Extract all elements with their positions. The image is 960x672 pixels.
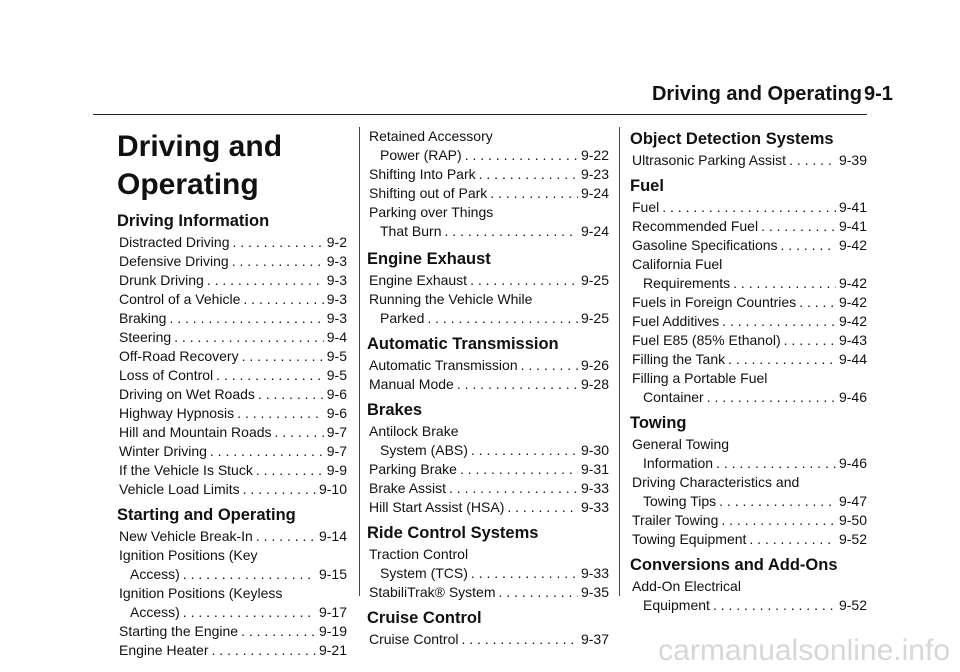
toc-entry-page: 9-42: [838, 313, 867, 329]
dot-leader: [444, 222, 577, 241]
dot-leader: [183, 603, 316, 622]
toc-entry-title-line: Ignition Positions (Key: [119, 547, 258, 563]
section-heading[interactable]: Starting and Operating: [117, 506, 296, 524]
toc-entry[interactable]: [119, 442, 347, 461]
toc-entry-title: Brake Assist: [369, 480, 447, 496]
dot-leader: [781, 236, 836, 255]
toc-entry[interactable]: [632, 151, 867, 170]
dot-leader: [707, 388, 836, 407]
toc-entry[interactable]: [632, 217, 867, 236]
dot-leader: [207, 271, 324, 290]
toc-entry-title: Filling the Tank: [632, 351, 726, 367]
toc-entry[interactable]: [119, 252, 347, 271]
dot-leader: [784, 331, 836, 350]
toc-entry-page: 9-41: [838, 218, 867, 234]
dot-leader: [662, 198, 836, 217]
toc-entry[interactable]: [632, 511, 867, 530]
toc-entry[interactable]: [369, 271, 609, 290]
toc-entry-page: 9-46: [838, 455, 867, 471]
toc-entry[interactable]: [632, 577, 867, 615]
toc-entry-page: 9-33: [580, 480, 609, 496]
dot-leader: [232, 252, 324, 271]
toc-entry-title: System (TCS): [380, 565, 468, 581]
toc-entry-title: Fuel Additives: [632, 313, 720, 329]
watermark: carmanualsonline.info: [658, 634, 950, 667]
toc-entry[interactable]: [632, 369, 867, 407]
toc-entry-title: Engine Exhaust: [369, 272, 468, 288]
toc-entry[interactable]: [119, 385, 347, 404]
toc-entry-title-line: Traction Control: [369, 546, 469, 562]
toc-entry[interactable]: [369, 422, 609, 460]
toc-entry[interactable]: [632, 435, 867, 473]
toc-entry[interactable]: [369, 165, 609, 184]
toc-section: [367, 400, 609, 517]
dot-leader: [465, 146, 578, 165]
toc-section: [367, 523, 609, 602]
toc-entry-page: 9-33: [580, 565, 609, 581]
toc-entry-title: If the Vehicle Is Stuck: [119, 462, 253, 478]
toc-entry-page: 9-6: [326, 386, 347, 402]
toc-entry[interactable]: [119, 461, 347, 480]
toc-entry-page: 9-3: [326, 291, 347, 307]
toc-entry[interactable]: [119, 233, 347, 252]
toc-entry-title-line: General Towing: [632, 436, 730, 452]
toc-entry[interactable]: [632, 198, 867, 217]
dot-leader: [470, 271, 578, 290]
toc-entry-page: 9-30: [580, 442, 609, 458]
dot-leader: [183, 565, 316, 584]
toc-entry-page: 9-9: [326, 462, 347, 478]
toc-entry-title: Defensive Driving: [119, 253, 229, 269]
toc-entry[interactable]: [119, 480, 347, 499]
toc-entry-title: Access): [130, 566, 180, 582]
dot-leader: [721, 511, 836, 530]
toc-entry-page: 9-17: [318, 604, 347, 620]
toc-entry[interactable]: [369, 498, 609, 517]
toc-entry-title: Off-Road Recovery: [119, 348, 239, 364]
toc-entry-title: Hill and Mountain Roads: [119, 424, 272, 440]
toc-entry[interactable]: [119, 641, 347, 660]
chapter-title-line-2: Operating: [117, 168, 259, 201]
dot-leader: [799, 293, 836, 312]
toc-entry-page: 9-25: [580, 272, 609, 288]
dot-leader: [479, 165, 578, 184]
toc-entry[interactable]: [119, 423, 347, 442]
dot-leader: [241, 622, 316, 641]
toc-entry-page: 9-42: [838, 237, 867, 253]
dot-leader: [237, 404, 324, 423]
toc-entry-title-line: Parking over Things: [369, 204, 494, 220]
dot-leader: [256, 461, 324, 480]
toc-entry[interactable]: [369, 479, 609, 498]
dot-leader: [728, 350, 836, 369]
dot-leader: [210, 442, 324, 461]
toc-entry-title: New Vehicle Break-In: [119, 528, 253, 544]
continued-entries: [367, 127, 609, 241]
toc-entry[interactable]: [369, 184, 609, 203]
toc-entry-title: Drunk Driving: [119, 272, 204, 288]
toc-entry-page: 9-22: [580, 147, 609, 163]
toc-entry[interactable]: [632, 236, 867, 255]
column-divider: [619, 127, 620, 596]
toc-entry-page: 9-41: [838, 199, 867, 215]
toc-entry[interactable]: [369, 290, 609, 328]
toc-entry-page: 9-7: [326, 443, 347, 459]
dot-leader: [722, 312, 836, 331]
toc-entry[interactable]: [369, 583, 609, 602]
toc-entry-page: 9-44: [838, 351, 867, 367]
toc-entry-title: That Burn: [380, 223, 442, 239]
toc-entry-page: 9-52: [838, 597, 867, 613]
section-heading[interactable]: Engine Exhaust: [367, 250, 491, 268]
dot-leader: [471, 441, 578, 460]
toc-entry[interactable]: [119, 404, 347, 423]
dot-leader: [761, 217, 836, 236]
toc-section: [630, 129, 867, 170]
toc-entry[interactable]: [119, 527, 347, 546]
dot-leader: [719, 492, 836, 511]
toc-entry-title: StabiliTrak® System: [369, 584, 496, 600]
dot-leader: [521, 356, 578, 375]
toc-entry[interactable]: [369, 203, 609, 241]
toc-entry-title: Manual Mode: [369, 376, 454, 392]
toc-entry-page: 9-25: [580, 310, 609, 326]
toc-entry-title: Vehicle Load Limits: [119, 481, 240, 497]
toc-entry-page: 9-6: [326, 405, 347, 421]
toc-entry-page: 9-4: [326, 329, 347, 345]
toc-entry[interactable]: [632, 473, 867, 511]
toc-entry-page: 9-47: [838, 493, 867, 509]
toc-entry-title: Braking: [119, 310, 167, 326]
dot-leader: [507, 498, 578, 517]
toc-entry-title: Parking Brake: [369, 461, 457, 477]
dot-leader: [243, 290, 323, 309]
toc-entry-title: Container: [643, 389, 704, 405]
running-header-title: Driving and Operating: [651, 83, 862, 105]
toc-entry-page: 9-2: [326, 234, 347, 250]
toc-entry[interactable]: [369, 127, 609, 165]
toc-entry-page: 9-5: [326, 367, 347, 383]
section-heading[interactable]: Ride Control Systems: [367, 524, 539, 542]
toc-entry-page: 9-3: [326, 310, 347, 326]
dot-leader: [713, 596, 836, 615]
toc-entry-title: Winter Driving: [119, 443, 207, 459]
toc-entry-page: 9-24: [580, 223, 609, 239]
toc-section: [367, 249, 609, 328]
toc-entry-page: 9-15: [318, 566, 347, 582]
toc-entry-title: Control of a Vehicle: [119, 291, 241, 307]
toc-entry-title: Starting the Engine: [119, 623, 239, 639]
toc-entry-page: 9-10: [318, 481, 347, 497]
toc-entry-title-line: Retained Accessory: [369, 128, 493, 144]
toc-entry-title-line: California Fuel: [632, 256, 723, 272]
toc-entry[interactable]: [119, 546, 347, 584]
dot-leader: [457, 375, 578, 394]
toc-section: [367, 334, 609, 394]
dot-leader: [789, 151, 836, 170]
toc-entry-page: 9-28: [580, 376, 609, 392]
dot-leader: [490, 184, 578, 203]
toc-entry[interactable]: [119, 347, 347, 366]
toc-entry-page: 9-42: [838, 294, 867, 310]
toc-entry-page: 9-39: [838, 152, 867, 168]
dot-leader: [461, 630, 577, 649]
dot-leader: [460, 460, 578, 479]
toc-entry-title: Gasoline Specifications: [632, 237, 778, 253]
dot-leader: [427, 309, 578, 328]
dot-leader: [256, 527, 316, 546]
toc-entry-title: Fuel E85 (85% Ethanol): [632, 332, 781, 348]
chapter-title: [117, 128, 347, 204]
toc-column-3: [630, 129, 867, 615]
toc-entry-page: 9-31: [580, 461, 609, 477]
toc-entry-title: Shifting Into Park: [369, 166, 476, 182]
toc-column-1: [117, 211, 347, 660]
toc-entry-page: 9-3: [326, 253, 347, 269]
dot-leader: [449, 479, 578, 498]
toc-entry-title: Recommended Fuel: [632, 218, 759, 234]
toc-entry-title: Hill Start Assist (HSA): [369, 499, 505, 515]
toc-entry-title: Fuels in Foreign Countries: [632, 294, 797, 310]
toc-entry-title-line: Driving Characteristics and: [632, 474, 800, 490]
section-heading[interactable]: Driving Information: [117, 212, 270, 230]
toc-entry[interactable]: [632, 293, 867, 312]
toc-entry-page: 9-21: [318, 642, 347, 658]
toc-entry[interactable]: [119, 622, 347, 641]
section-heading[interactable]: Towing: [630, 414, 687, 432]
dot-leader: [174, 328, 324, 347]
toc-entry[interactable]: [369, 356, 609, 375]
toc-entry-title-line: Add-On Electrical: [632, 578, 741, 594]
toc-entry[interactable]: [632, 530, 867, 549]
toc-section: [630, 413, 867, 549]
toc-entry[interactable]: [119, 328, 347, 347]
toc-entry-title: Ultrasonic Parking Assist: [632, 152, 787, 168]
toc-entry-page: 9-33: [580, 499, 609, 515]
toc-entry-title: Shifting out of Park: [369, 185, 488, 201]
toc-entry-page: 9-14: [318, 528, 347, 544]
running-header-page-number: 9-1: [864, 83, 893, 105]
section-heading[interactable]: Fuel: [630, 177, 664, 195]
dot-leader: [232, 233, 323, 252]
toc-entry-title: Highway Hypnosis: [119, 405, 235, 421]
toc-entry[interactable]: [119, 584, 347, 622]
dot-leader: [499, 583, 578, 602]
toc-entry-page: 9-35: [580, 584, 609, 600]
toc-entry[interactable]: [369, 630, 609, 649]
toc-entry[interactable]: [632, 255, 867, 293]
dot-leader: [733, 274, 836, 293]
toc-entry[interactable]: [369, 545, 609, 583]
toc-entry-page: 9-3: [326, 272, 347, 288]
toc-entry-page: 9-7: [326, 424, 347, 440]
toc-entry-page: 9-26: [580, 357, 609, 373]
toc-entry-title: System (ABS): [380, 442, 468, 458]
toc-entry[interactable]: [119, 271, 347, 290]
dot-leader: [258, 385, 324, 404]
toc-section: [630, 176, 867, 407]
toc-entry-page: 9-46: [838, 389, 867, 405]
toc-entry-title-line: Antilock Brake: [369, 423, 459, 439]
toc-entry-page: 9-50: [838, 512, 867, 528]
toc-entry-title: Access): [130, 604, 180, 620]
toc-entry-title: Steering: [119, 329, 172, 345]
section-heading[interactable]: Conversions and Add-Ons: [630, 556, 838, 574]
toc-entry-page: 9-5: [326, 348, 347, 364]
dot-leader: [471, 564, 578, 583]
section-heading[interactable]: Brakes: [367, 401, 423, 419]
toc-entry[interactable]: [369, 460, 609, 479]
dot-leader: [242, 347, 324, 366]
dot-leader: [243, 480, 316, 499]
toc-section: [367, 608, 609, 649]
toc-entry[interactable]: [632, 331, 867, 350]
toc-entry-page: 9-24: [580, 185, 609, 201]
section-heading[interactable]: Object Detection Systems: [630, 130, 834, 148]
toc-entry-title-line: Filling a Portable Fuel: [632, 370, 768, 386]
toc-entry[interactable]: [632, 312, 867, 331]
toc-entry-title: Trailer Towing: [632, 512, 719, 528]
toc-entry[interactable]: [119, 309, 347, 328]
section-heading[interactable]: Automatic Transmission: [367, 335, 559, 353]
toc-entry-title: Towing Tips: [643, 493, 717, 509]
toc-section: [630, 555, 867, 615]
toc-entry-page: 9-42: [838, 275, 867, 291]
toc-entry-title: Requirements: [643, 275, 731, 291]
toc-entry-title: Distracted Driving: [119, 234, 230, 250]
dot-leader: [216, 366, 324, 385]
toc-entry-page: 9-43: [838, 332, 867, 348]
toc-entry-title: Cruise Control: [369, 631, 459, 647]
toc-entry-title: Towing Equipment: [632, 531, 747, 547]
toc-entry-title-line: Ignition Positions (Keyless: [119, 585, 283, 601]
toc-entry-title: Fuel: [632, 199, 660, 215]
header-rule: [93, 114, 867, 115]
toc-entry-title: Power (RAP): [380, 147, 462, 163]
toc-section: [117, 505, 347, 660]
toc-entry-page: 9-23: [580, 166, 609, 182]
toc-entry[interactable]: [369, 375, 609, 394]
toc-entry-title: Engine Heater: [119, 642, 209, 658]
dot-leader: [275, 423, 324, 442]
toc-entry-title: Parked: [380, 310, 425, 326]
section-heading[interactable]: Cruise Control: [367, 609, 482, 627]
toc-section: [117, 211, 347, 499]
chapter-title-line-1: Driving and: [117, 130, 283, 163]
dot-leader: [716, 454, 836, 473]
column-divider: [359, 127, 360, 596]
dot-leader: [169, 309, 323, 328]
toc-entry-page: 9-37: [580, 631, 609, 647]
toc-entry[interactable]: [119, 366, 347, 385]
toc-entry[interactable]: [632, 350, 867, 369]
dot-leader: [749, 530, 836, 549]
toc-entry-page: 9-19: [318, 623, 347, 639]
toc-entry-title: Automatic Transmission: [369, 357, 518, 373]
toc-entry-title: Information: [643, 455, 714, 471]
toc-column-2: [367, 127, 609, 649]
toc-entry-title: Loss of Control: [119, 367, 214, 383]
toc-entry[interactable]: [119, 290, 347, 309]
toc-entry-title: Equipment: [643, 597, 710, 613]
dot-leader: [212, 641, 316, 660]
toc-entry-title: Driving on Wet Roads: [119, 386, 255, 402]
toc-entry-page: 9-52: [838, 531, 867, 547]
toc-entry-title-line: Running the Vehicle While: [369, 291, 533, 307]
